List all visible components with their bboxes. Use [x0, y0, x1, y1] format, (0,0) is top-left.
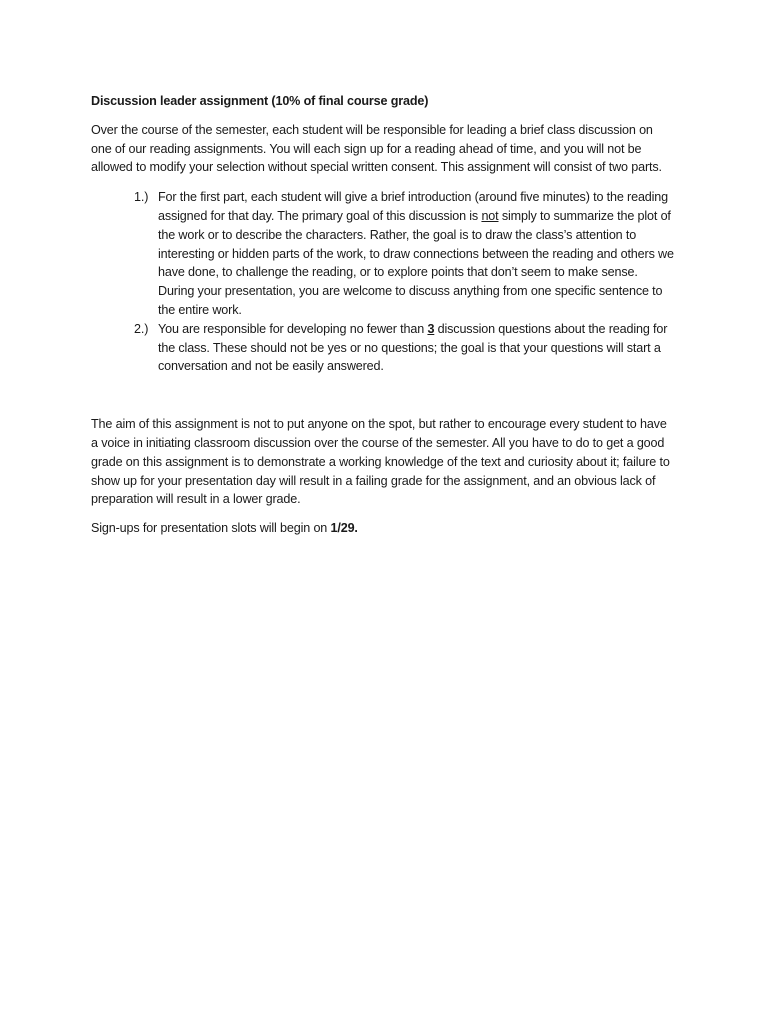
- signup-date: 1/29.: [330, 521, 358, 536]
- closing-paragraph: The aim of this assignment is not to put anyone on the spot, but rather to encourage every student to have a voice in initiating classroom discussion over the course of the semester. All you have to do to get a good grade on this assignment is to demonstrate a working knowledge of the text and curiosity about it; failure to show up for your presentation day will result in a failing grade for the assignment, and an obvious lack of preparation will result in a lower grade.: [91, 417, 670, 507]
- list-item-text-after: simply to summarize the plot of the work or to describe the characters. Rather, the goal is to draw the class’s attention to interesting or hidden parts of the work, to draw connections between the reading and others we have done, to challenge the reading, or to explore points that don’t seem to make sense. During your presentation, you are welcome to discuss anything from one specific sentence to the entire work.: [158, 208, 674, 317]
- list-item-text: [158, 188, 675, 320]
- signup-prefix: Sign-ups for presentation slots will begin on: [91, 521, 331, 536]
- signup-line: [91, 519, 675, 538]
- list-item: [91, 188, 675, 320]
- list-item-text-before: You are responsible for developing no fewer than: [158, 321, 428, 336]
- list-item-text-after: discussion questions about the reading for the class. These should not be yes or no questions; the goal is that your questions will start a conversation and not be easily answered.: [158, 321, 668, 374]
- list-item: [91, 320, 675, 376]
- list-item-number: 1.): [134, 190, 149, 205]
- list-item-text: [158, 320, 675, 376]
- intro-paragraph: Over the course of the semester, each student will be responsible for leading a brief class discussion on one of our reading assignments. You will each sign up for a reading ahead of time, and you will not be allowed to modify your selection without special written consent. This assignment will consist of two parts.: [91, 122, 662, 175]
- list-item-text-before: For the first part, each student will give a brief introduction (around five minutes) to the reading assigned for that day. The primary goal of this discussion is: [158, 190, 669, 223]
- document-page: [91, 92, 675, 548]
- spacer: [91, 376, 675, 415]
- parts-list: [91, 188, 675, 376]
- list-item-number: 2.): [134, 321, 149, 336]
- emphasis-underlined-bold: 3: [427, 321, 435, 336]
- document-title: Discussion leader assignment (10% of final course grade): [91, 94, 429, 108]
- emphasis-underlined: not: [481, 208, 499, 223]
